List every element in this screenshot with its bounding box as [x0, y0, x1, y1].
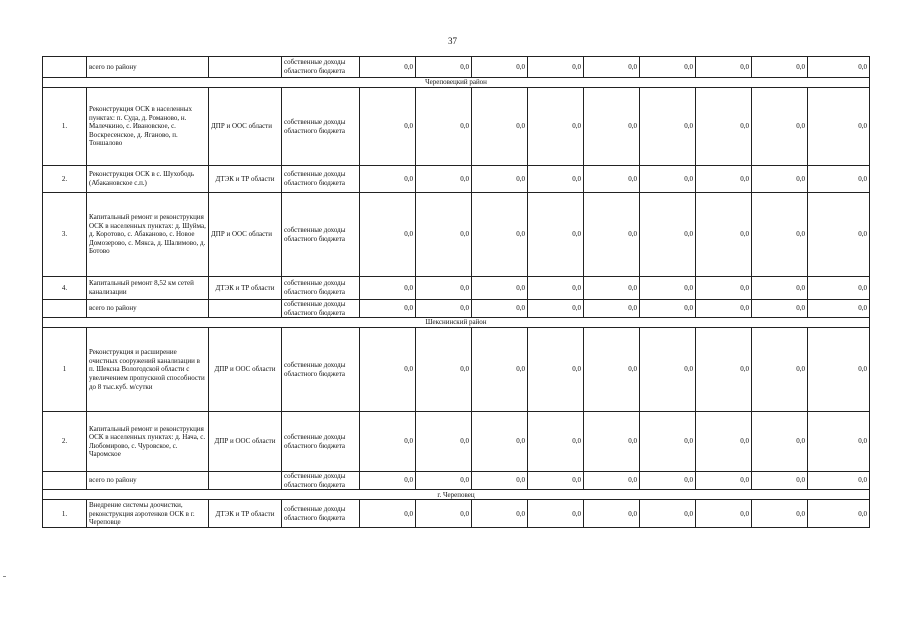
value-cell: 0,0 [416, 300, 472, 318]
funding-source: собственные доходы областного бюджета [282, 277, 360, 300]
district-total-row [43, 300, 870, 318]
table-row [43, 166, 870, 193]
value-cell: 0,0 [416, 412, 472, 472]
value-cell: 0,0 [752, 500, 808, 528]
row-number: 2. [43, 166, 87, 193]
section-title: Шекснинский район [43, 318, 870, 328]
value-cell: 0,0 [640, 193, 696, 277]
value-cell: 0,0 [472, 500, 528, 528]
measure-name: Реконструкция и расширение очистных сооружений канализации в п. Шексна Вологодской области с увеличением пропускной способности до 8 тыс.куб. м/сутки [87, 328, 209, 412]
value-cell: 0,0 [808, 328, 870, 412]
value-cell: 0,0 [640, 57, 696, 78]
executor: ДТЭК и ТР области [209, 500, 282, 528]
value-cell: 0,0 [696, 193, 752, 277]
value-cell: 0,0 [472, 277, 528, 300]
table-row [43, 412, 870, 472]
value-cell: 0,0 [640, 328, 696, 412]
value-cell: 0,0 [360, 472, 416, 490]
value-cell: 0,0 [472, 88, 528, 166]
measure-name: Капитальный ремонт и реконструкция ОСК в населенных пунктах: д. Нача, с. Любомирово, с. Чуровское, с. Чаромское [87, 412, 209, 472]
total-label: всего по району [87, 57, 209, 78]
budget-table [42, 56, 870, 528]
value-cell: 0,0 [360, 166, 416, 193]
value-cell: 0,0 [696, 412, 752, 472]
value-cell: 0,0 [584, 166, 640, 193]
value-cell: 0,0 [416, 500, 472, 528]
value-cell: 0,0 [696, 300, 752, 318]
executor: ДПР и ООС области [209, 328, 282, 412]
value-cell: 0,0 [696, 328, 752, 412]
row-number: 1. [43, 88, 87, 166]
value-cell: 0,0 [528, 88, 584, 166]
value-cell: 0,0 [808, 88, 870, 166]
row-number-cell [43, 472, 87, 490]
funding-source: собственные доходы областного бюджета [282, 500, 360, 528]
funding-source: собственные доходы областного бюджета [282, 412, 360, 472]
value-cell: 0,0 [640, 88, 696, 166]
value-cell: 0,0 [472, 328, 528, 412]
funding-source: собственные доходы областного бюджета [282, 300, 360, 318]
value-cell: 0,0 [696, 500, 752, 528]
value-cell: 0,0 [752, 328, 808, 412]
value-cell: 0,0 [416, 328, 472, 412]
value-cell: 0,0 [584, 500, 640, 528]
row-number: 1 [43, 328, 87, 412]
value-cell: 0,0 [528, 328, 584, 412]
value-cell: 0,0 [640, 472, 696, 490]
measure-name: Внедрение системы доочистки, реконструкция аэротенков ОСК в г. Череповце [87, 500, 209, 528]
value-cell: 0,0 [528, 412, 584, 472]
value-cell: 0,0 [696, 57, 752, 78]
measure-name: Реконструкция ОСК в с. Шухободь (Абакановское с.п.) [87, 166, 209, 193]
executor: ДПР и ООС области [209, 193, 282, 277]
value-cell: 0,0 [640, 500, 696, 528]
funding-source: собственные доходы областного бюджета [282, 88, 360, 166]
total-label: всего по району [87, 472, 209, 490]
value-cell: 0,0 [528, 277, 584, 300]
value-cell: 0,0 [808, 193, 870, 277]
value-cell: 0,0 [752, 88, 808, 166]
value-cell: 0,0 [696, 277, 752, 300]
executor: ДТЭК и ТР области [209, 166, 282, 193]
value-cell: 0,0 [528, 193, 584, 277]
value-cell: 0,0 [584, 328, 640, 412]
value-cell: 0,0 [360, 412, 416, 472]
value-cell: 0,0 [640, 412, 696, 472]
value-cell: 0,0 [752, 166, 808, 193]
value-cell: 0,0 [640, 277, 696, 300]
row-number-cell [43, 300, 87, 318]
executor: ДПР и ООС области [209, 88, 282, 166]
value-cell: 0,0 [416, 166, 472, 193]
value-cell: 0,0 [640, 300, 696, 318]
district-total-row [43, 472, 870, 490]
section-header-row [43, 78, 870, 88]
value-cell: 0,0 [752, 277, 808, 300]
value-cell: 0,0 [808, 472, 870, 490]
row-number: 4. [43, 277, 87, 300]
value-cell: 0,0 [584, 57, 640, 78]
value-cell: 0,0 [472, 300, 528, 318]
executor: ДПР и ООС области [209, 412, 282, 472]
value-cell: 0,0 [584, 277, 640, 300]
value-cell: 0,0 [416, 472, 472, 490]
value-cell: 0,0 [416, 57, 472, 78]
executor-cell [209, 300, 282, 318]
value-cell: 0,0 [360, 328, 416, 412]
measure-name: Реконструкция ОСК в населенных пунктах: п. Суда, д. Романово, н. Малечкино, с. Ивановское, с. Воскресенское, д. Яганово, п. Тоншалово [87, 88, 209, 166]
value-cell: 0,0 [472, 412, 528, 472]
value-cell: 0,0 [640, 166, 696, 193]
table-body [43, 57, 870, 528]
section-header-row [43, 490, 870, 500]
value-cell: 0,0 [808, 300, 870, 318]
value-cell: 0,0 [360, 300, 416, 318]
value-cell: 0,0 [416, 193, 472, 277]
value-cell: 0,0 [528, 166, 584, 193]
funding-source: собственные доходы областного бюджета [282, 166, 360, 193]
value-cell: 0,0 [360, 277, 416, 300]
value-cell: 0,0 [528, 300, 584, 318]
table-row [43, 277, 870, 300]
value-cell: 0,0 [584, 472, 640, 490]
district-total-row [43, 57, 870, 78]
executor-cell [209, 472, 282, 490]
value-cell: 0,0 [752, 57, 808, 78]
row-number: 1. [43, 500, 87, 528]
value-cell: 0,0 [584, 412, 640, 472]
value-cell: 0,0 [752, 472, 808, 490]
row-number: 3. [43, 193, 87, 277]
value-cell: 0,0 [416, 88, 472, 166]
table-row [43, 500, 870, 528]
value-cell: 0,0 [808, 277, 870, 300]
executor: ДТЭК и ТР области [209, 277, 282, 300]
value-cell: 0,0 [752, 193, 808, 277]
value-cell: 0,0 [696, 166, 752, 193]
value-cell: 0,0 [584, 300, 640, 318]
value-cell: 0,0 [472, 193, 528, 277]
measure-name: Капитальный ремонт 8,52 км сетей канализации [87, 277, 209, 300]
row-number-cell [43, 57, 87, 78]
value-cell: 0,0 [696, 88, 752, 166]
value-cell: 0,0 [528, 472, 584, 490]
total-label: всего по району [87, 300, 209, 318]
value-cell: 0,0 [472, 166, 528, 193]
value-cell: 0,0 [472, 57, 528, 78]
table-row [43, 88, 870, 166]
value-cell: 0,0 [808, 412, 870, 472]
value-cell: 0,0 [360, 500, 416, 528]
value-cell: 0,0 [528, 57, 584, 78]
value-cell: 0,0 [696, 472, 752, 490]
section-header-row [43, 318, 870, 328]
page-number: 37 [448, 36, 457, 46]
value-cell: 0,0 [528, 500, 584, 528]
value-cell: 0,0 [808, 500, 870, 528]
executor-cell [209, 57, 282, 78]
value-cell: 0,0 [360, 57, 416, 78]
measure-name: Капитальный ремонт и реконструкция ОСК в населенных пунктах: д. Шуйма, д. Коротово, с. Абаканово, с. Новое Домозерово, с. Мякса, д. Шалимово, д. Ботово [87, 193, 209, 277]
value-cell: 0,0 [584, 88, 640, 166]
funding-source: собственные доходы областного бюджета [282, 328, 360, 412]
table-row [43, 193, 870, 277]
value-cell: 0,0 [472, 472, 528, 490]
edge-mark [3, 576, 6, 577]
value-cell: 0,0 [752, 412, 808, 472]
section-title: Череповецкий район [43, 78, 870, 88]
value-cell: 0,0 [808, 57, 870, 78]
row-number: 2. [43, 412, 87, 472]
funding-source: собственные доходы областного бюджета [282, 193, 360, 277]
value-cell: 0,0 [808, 166, 870, 193]
funding-source: собственные доходы областного бюджета [282, 57, 360, 78]
value-cell: 0,0 [584, 193, 640, 277]
value-cell: 0,0 [360, 88, 416, 166]
section-title: г. Череповец [43, 490, 870, 500]
value-cell: 0,0 [416, 277, 472, 300]
table-row [43, 328, 870, 412]
value-cell: 0,0 [360, 193, 416, 277]
value-cell: 0,0 [752, 300, 808, 318]
funding-source: собственные доходы областного бюджета [282, 472, 360, 490]
